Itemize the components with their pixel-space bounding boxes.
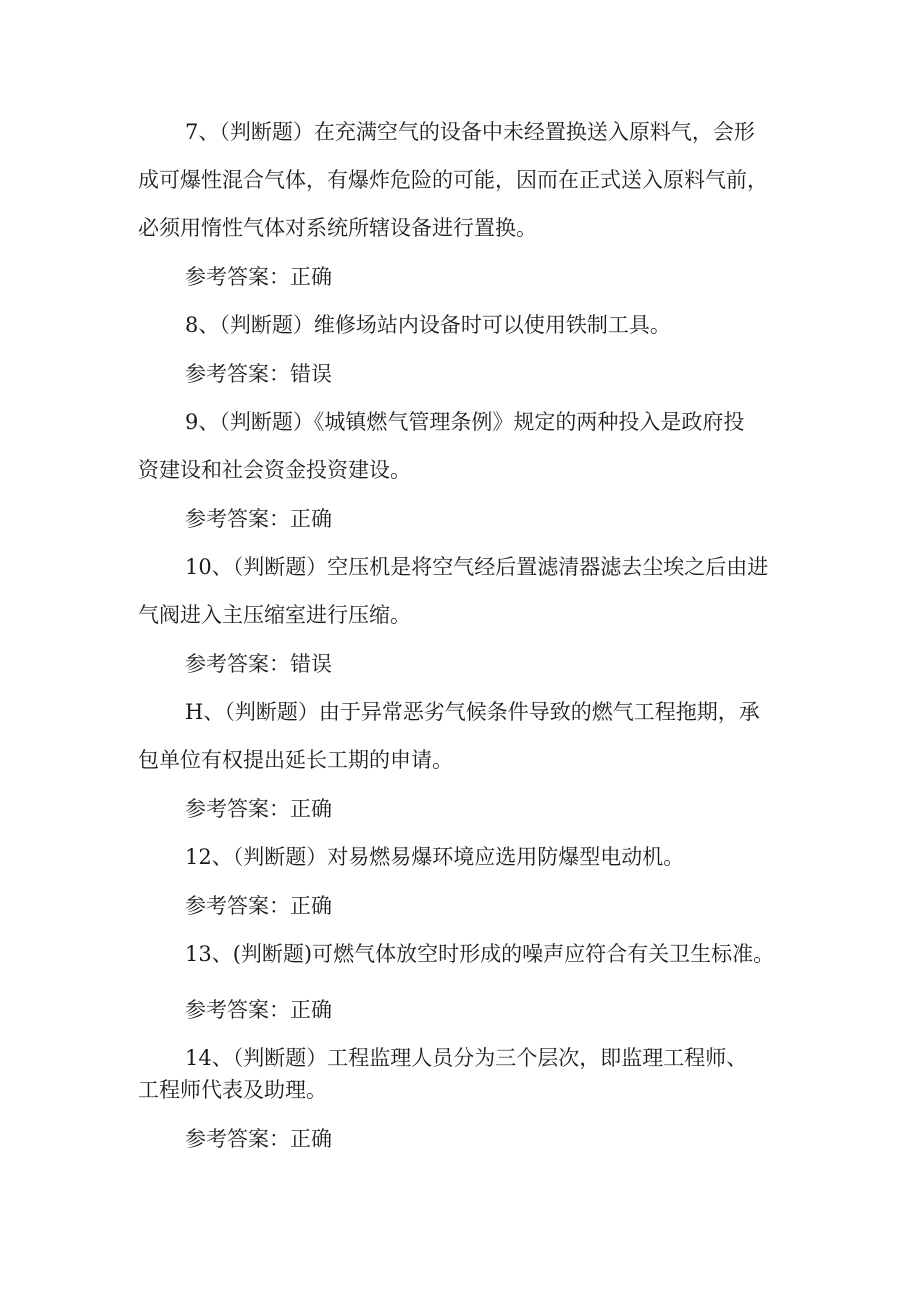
answer-11: 参考答案：正确 [185, 797, 332, 821]
question-13-line-1: 13、(判断题)可燃气体放空时形成的噪声应符合有关卫生标准。 [185, 942, 775, 966]
answer-8: 参考答案：错误 [185, 362, 332, 386]
answer-12: 参考答案：正确 [185, 894, 332, 918]
answer-9: 参考答案：正确 [185, 507, 332, 531]
question-14-line-1: 14、（判断题）工程监理人员分为三个层次，即监理工程师、 [185, 1046, 748, 1070]
question-12-line-1: 12、（判断题）对易燃易爆环境应选用防爆型电动机。 [185, 845, 685, 869]
answer-14: 参考答案：正确 [185, 1127, 332, 1151]
question-11-line-2: 包单位有权提出延长工期的申请。 [138, 748, 453, 772]
question-10-line-2: 气阀进入主压缩室进行压缩。 [138, 603, 411, 627]
question-8-line-1: 8、（判断题）维修场站内设备时可以使用铁制工具。 [185, 313, 671, 337]
question-11-line-1: H、（判断题）由于异常恶劣气候条件导致的燃气工程拖期，承 [185, 700, 760, 724]
question-7-line-3: 必须用惰性气体对系统所辖设备进行置换。 [138, 216, 537, 240]
answer-7: 参考答案：正确 [185, 265, 332, 289]
answer-13: 参考答案：正确 [185, 998, 332, 1022]
question-9-line-2: 资建设和社会资金投资建设。 [138, 458, 411, 482]
question-9-line-1: 9、（判断题）《城镇燃气管理条例》规定的两种投入是政府投 [185, 410, 745, 434]
question-7-line-2: 成可爆性混合气体，有爆炸危险的可能，因而在正式送入原料气前， [138, 168, 768, 192]
question-10-line-1: 10、（判断题）空压机是将空气经后置滤清器滤去尘埃之后由进 [185, 555, 769, 579]
question-7-line-1: 7、（判断题）在充满空气的设备中未经置换送入原料气，会形 [185, 120, 755, 144]
answer-10: 参考答案：错误 [185, 652, 332, 676]
question-14-line-2: 工程师代表及助理。 [138, 1078, 327, 1102]
